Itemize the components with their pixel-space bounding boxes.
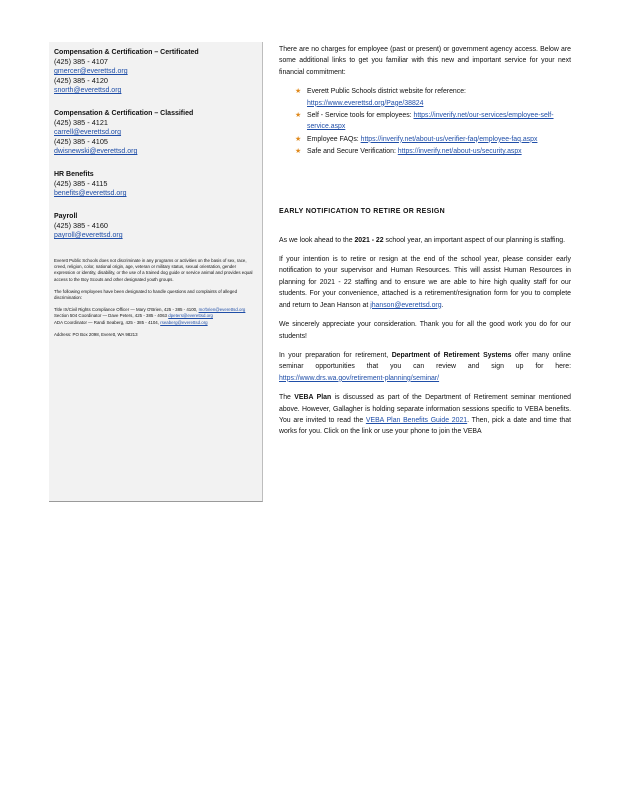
district-address: Address: PO Box 2098, Everett, WA 98213 [54, 331, 138, 337]
contact-classified [54, 109, 258, 156]
contact-phone: (425) 385 - 4121 [54, 118, 108, 127]
district-website-link[interactable]: https://www.everettsd.org/Page/38824 [307, 99, 424, 107]
text-run: In your preparation for retirement, [279, 351, 392, 359]
text-run: As we look ahead to the [279, 236, 355, 244]
title-ix-officer: Title IX/Civil Rights Compliance Officer — Mary O'Brien, 425 - 385 - 4100, [54, 307, 198, 313]
text-run: The [279, 394, 295, 402]
nondiscrimination-statement: Everett Public Schools does not discriminate in any programs or activities on the basis of sex, race, creed, religion, color, national origin, age, veteran or military status, sexual orientation, gender expression or identity, disability, or the use of a trained dog guide or service animal and provides equal access to the Boy Scouts and other designated youth groups. [54, 258, 253, 282]
veba-bold: VEBA Plan [294, 394, 332, 402]
star-bullet-icon: ★ [295, 135, 302, 143]
thanks-paragraph: We sincerely appreciate your consideration. Thank you for all the good work you do for our students! [279, 321, 571, 340]
section504-coordinator: Section 504 Coordinator — Dave Peters, 425 - 385 - 4063 [54, 313, 168, 319]
list-item [295, 110, 571, 133]
main-content [279, 44, 571, 446]
contact-title: HR Benefits [54, 171, 94, 178]
list-item [295, 86, 571, 109]
employee-faq-link[interactable]: https://inverify.net/about-us/verifier-faq/employee-faq.aspx [360, 135, 538, 143]
contact-title: Payroll [54, 213, 78, 220]
contact-title: Compensation & Certification – Certificated [54, 49, 199, 56]
contact-email-link[interactable]: snorth@everettsd.org [54, 87, 122, 94]
contact-title: Compensation & Certification – Classified [54, 110, 194, 117]
intro-paragraph: There are no charges for employee (past or present) or government agency access. Below are some additional links to get you familiar with this new and important service for your next financial commitment: [279, 46, 571, 76]
section504-email-link[interactable]: dpeters@everettsd.org [168, 313, 213, 319]
lookahead-paragraph [279, 235, 571, 246]
contact-email-link[interactable]: carrell@everettsd.org [54, 129, 122, 136]
drs-paragraph [279, 350, 571, 384]
list-item [295, 134, 571, 145]
section-heading: EARLY NOTIFICATION TO RETIRE OR RESIGN [279, 207, 445, 215]
star-bullet-icon: ★ [295, 112, 302, 120]
link-label: Employee FAQs: [307, 135, 359, 143]
star-bullet-icon: ★ [295, 88, 302, 96]
contact-phone: (425) 385 - 4120 [54, 76, 108, 85]
text-run: is discussed as part of the Department of Retirement seminar mentioned above. However, Gallagher is holding separate information sessions specific to VEBA benefits. You are invited to read the [279, 394, 571, 424]
contact-email-link[interactable]: payroll@everettsd.org [54, 232, 123, 239]
contact-phone: (425) 385 - 4115 [54, 179, 108, 188]
contact-email-link[interactable]: gmercer@everettsd.org [54, 68, 128, 75]
contact-phone: (425) 385 - 4107 [54, 57, 108, 66]
contact-certificated [54, 48, 258, 95]
drs-seminar-link[interactable]: https://www.drs.wa.gov/retirement-planning/seminar/ [279, 374, 440, 382]
sidebar-panel [49, 42, 263, 502]
text-run: offer many online seminar opportunities that you can review and sign up for here: [279, 351, 571, 371]
ada-email-link[interactable]: rseaberg@everettsd.org [160, 319, 208, 325]
text-run: If your intention is to retire or resign at the end of the school year, please consider early notification to your supervisor and Human Resources. This will assist Human Resources in planning for 2021 - 22 staffing and to ensure we are able to hire high quality staff for our students. For your convenience, attached is a retirement/resignation form for you to complete and return to Jean Hanson at [279, 256, 571, 309]
list-item [295, 146, 571, 157]
hr-email-link[interactable]: jhanson@everettsd.org [370, 301, 442, 309]
veba-paragraph [279, 392, 571, 438]
security-link[interactable]: https://inverify.net/about-us/security.aspx [397, 148, 522, 156]
ada-coordinator: ADA Coordinator — Randi Seaberg, 425 - 385 - 4104, [54, 319, 159, 325]
resource-links-list [279, 86, 571, 157]
contact-hr-benefits [54, 170, 258, 198]
link-label: Self - Service tools for employees: [307, 112, 412, 120]
contact-phone: (425) 385 - 4160 [54, 221, 108, 230]
notification-paragraph: If your intention is to retire or resign at the end of the school year, please consider early notification to your supervisor and Human Resources. This will assist Human Resources in planning for 2021 - 22 staffing and to ensure we are able to hire high quality staff for our students. For your convenience, attached is a retirement/resignation form for you to complete and return to Jean Hanson at jhanson@everettsd.org. [279, 256, 571, 309]
title-ix-email-link[interactable]: mo'brien@everettsd.org [198, 307, 246, 313]
contact-payroll [54, 212, 258, 240]
self-service-link[interactable]: https://inverify.net/our-services/employee-self-service.aspx [307, 112, 554, 131]
contact-email-link[interactable]: benefits@everettsd.org [54, 190, 127, 197]
link-label: Safe and Secure Verification: [307, 148, 396, 156]
designated-employees-note: The following employees have been designated to handle questions and complaints of alleged discrimination: [54, 288, 238, 301]
drs-bold: Department of Retirement Systems [391, 351, 512, 359]
text-run: . Then, pick a date and time that works for you. Click on the link or use your phone to join the VEBA [279, 416, 571, 436]
school-year-bold: 2021 - 22 [354, 236, 384, 244]
link-label: Everett Public Schools district website for reference: [307, 88, 466, 96]
veba-guide-link[interactable]: VEBA Plan Benefits Guide 2021 [365, 416, 468, 424]
star-bullet-icon: ★ [295, 148, 302, 156]
contact-email-link[interactable]: dwisnewski@everettsd.org [54, 148, 138, 155]
compliance-contacts [54, 307, 258, 326]
contact-phone: (425) 385 - 4105 [54, 137, 108, 146]
text-run: school year, an important aspect of our planning is staffing. [383, 236, 566, 244]
